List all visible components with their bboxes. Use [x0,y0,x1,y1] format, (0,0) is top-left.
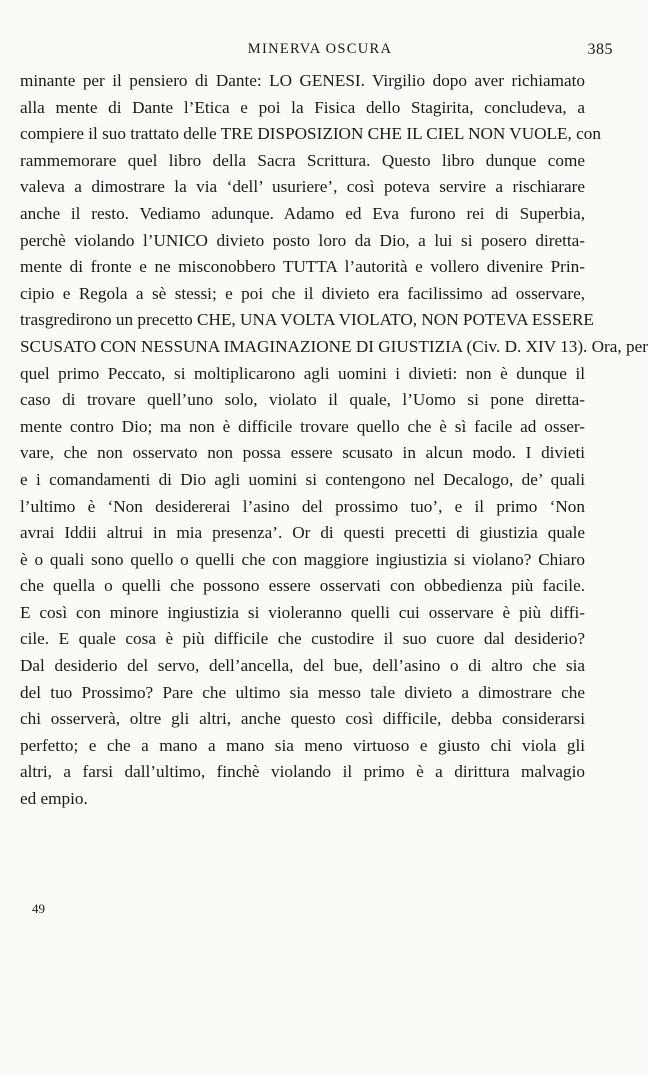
text-line: ed empio. [20,789,88,809]
text-line: cipio e Regola a sè stessi; e poi che il divieto era facilissimo ad osservare, [20,283,585,303]
text-line: mente di fronte e ne misconobbero TUTTA l’autorità e vollero divenire Prin- [20,257,585,277]
text-line: anche il resto. Vediamo adunque. Adamo ed Eva furono rei di Superbia, [20,203,585,223]
text-line: e i comandamenti di Dio agli uomini si contengono nel Decalogo, de’ quali [20,469,585,489]
running-title: MINERVA OSCURA [247,41,393,57]
text-line: caso di trovare quell’uno solo, violato il quale, l’Uomo si pone diretta- [20,390,585,410]
text-line: valeva a dimostrare la via ‘dell’ usuriere’, così poteva servire a rischiarare [20,177,585,197]
body-text [20,68,648,813]
text-line: avrai Iddii altrui in mia presenza’. Or di questi precetti di giustizia quale [20,523,585,543]
text-line: perchè violando l’UNICO divieto posto loro da Dio, a lui si posero diretta- [20,230,585,250]
text-line: minante per il pensiero di Dante: LO GENESI. Virgilio dopo aver richiamato [20,71,585,90]
page-number: 385 [587,41,613,58]
text-line: l’ultimo è ‘Non desidererai l’asino del prossimo tuo’, e il primo ‘Non [20,496,585,516]
running-head [0,39,640,61]
text-line: del tuo Prossimo? Pare che ultimo sia messo tale divieto a dimostrare che [20,682,585,702]
text-line: trasgredirono un precetto CHE, UNA VOLTA VIOLATO, NON POTEVA ESSERE [20,310,594,330]
text-line: compiere il suo trattato delle TRE DISPOSIZION CHE IL CIEL NON VUOLE, con [20,124,601,144]
signature-mark: 49 [32,901,45,916]
text-line: alla mente di Dante l’Etica e poi la Fisica dello Stagirita, concludeva, a [20,97,585,117]
text-line: SCUSATO CON NESSUNA IMAGINAZIONE DI GIUSTIZIA (Civ. D. XIV 13). Ora, per [20,336,648,356]
text-line: chi osserverà, oltre gli altri, anche questo così difficile, debba considerarsi [20,709,585,729]
text-line: perfetto; e che a mano a mano sia meno virtuoso e giusto chi viola gli [20,735,585,755]
text-line: è o quali sono quello o quelli che con maggiore ingiustizia si violano? Chiaro [20,549,585,569]
text-line: E così con minore ingiustizia si violeranno quelli cui osservare è più diffi- [20,602,585,622]
text-line: altri, a farsi dall’ultimo, finchè violando il primo è a dirittura malvagio [20,762,585,782]
text-line: mente contro Dio; ma non è difficile trovare quello che è sì facile ad osser- [20,416,585,436]
text-line: rammemorare quel libro della Sacra Scrittura. Questo libro dunque come [20,150,585,170]
text-line: cile. E quale cosa è più difficile che custodire il suo cuore dal desiderio? [20,629,585,649]
text-line: quel primo Peccato, si moltiplicarono agli uomini i divieti: non è dunque il [20,363,585,383]
text-line: che quella o quelli che possono essere osservati con obbedienza più facile. [20,576,585,596]
text-line: vare, che non osservato non possa essere scusato in alcun modo. I divieti [20,443,585,463]
text-line: Dal desiderio del servo, dell’ancella, del bue, dell’asino o di altro che sia [20,656,585,676]
